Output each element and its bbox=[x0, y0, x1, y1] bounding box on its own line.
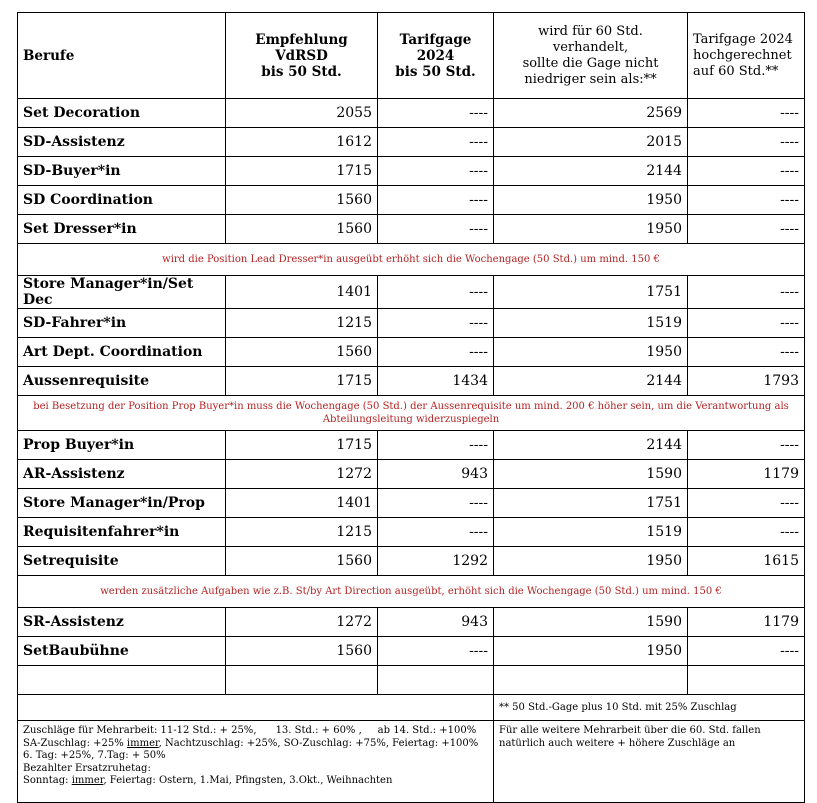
tarif60-value: ---- bbox=[688, 489, 805, 518]
neg60-value: 1950 bbox=[494, 547, 688, 576]
table-row bbox=[18, 99, 805, 128]
rec-value: 1215 bbox=[226, 518, 378, 547]
table-row bbox=[18, 367, 805, 396]
rec-value: 1715 bbox=[226, 367, 378, 396]
header-empfehlung bbox=[226, 13, 378, 99]
role-name: Requisitenfahrer*in bbox=[18, 518, 226, 547]
table-row bbox=[18, 431, 805, 460]
neg60-value: 1751 bbox=[494, 489, 688, 518]
table-row bbox=[18, 276, 805, 309]
table-row bbox=[18, 157, 805, 186]
surcharges-line5-underlined: immer bbox=[71, 775, 104, 786]
header-tarifgage bbox=[378, 13, 494, 99]
surcharges-line2-a: SA-Zuschlag: +25% bbox=[23, 737, 127, 749]
table-row bbox=[18, 637, 805, 666]
table-row bbox=[18, 309, 805, 338]
tarif-value: ---- bbox=[378, 186, 494, 215]
tarif60-value: ---- bbox=[688, 186, 805, 215]
empty-cell bbox=[18, 695, 494, 721]
header-empfehlung-line2: bis 50 Std. bbox=[261, 63, 342, 80]
note-stby-art-direction: werden zusätzliche Aufgaben wie z.B. St/by Art Direction ausgeübt, erhöht sich die Wochengage (50 Std.) um mind. 150 € bbox=[18, 576, 805, 608]
rec-value: 1560 bbox=[226, 637, 378, 666]
surcharges-line2-underlined: immer bbox=[126, 737, 159, 749]
surcharges-line3: 6. Tag: +25%, 7.Tag: + 50% bbox=[23, 750, 166, 761]
neg60-value: 2569 bbox=[494, 99, 688, 128]
tarif60-value: 1793 bbox=[688, 367, 805, 396]
neg60-value: 1950 bbox=[494, 637, 688, 666]
neg60-value: 1590 bbox=[494, 608, 688, 637]
role-name: Aussenrequisite bbox=[18, 367, 226, 396]
rec-value: 1715 bbox=[226, 157, 378, 186]
neg60-value: 2144 bbox=[494, 367, 688, 396]
surcharges-line5 bbox=[23, 775, 488, 788]
header-60std-line3: niedriger sein als:** bbox=[524, 71, 657, 87]
surcharges-info bbox=[18, 721, 494, 803]
rec-value: 1715 bbox=[226, 431, 378, 460]
note-prop-buyer-line2: Abteilungsleitung widerzuspiegeln bbox=[322, 414, 500, 425]
empty-cell bbox=[226, 666, 378, 695]
tarif60-value: ---- bbox=[688, 276, 805, 309]
table-row bbox=[18, 518, 805, 547]
neg60-value: 1590 bbox=[494, 460, 688, 489]
header-tarif60-line3: auf 60 Std.** bbox=[693, 63, 779, 79]
neg60-value: 2015 bbox=[494, 128, 688, 157]
tarif-value: ---- bbox=[378, 518, 494, 547]
empty-cell bbox=[378, 666, 494, 695]
surcharges-line5-a: Sonntag: bbox=[23, 775, 72, 786]
role-name: SD-Buyer*in bbox=[18, 157, 226, 186]
tarif60-value: 1179 bbox=[688, 608, 805, 637]
role-name: Set Decoration bbox=[18, 99, 226, 128]
tarif-value: ---- bbox=[378, 276, 494, 309]
note-prop-buyer-line1: bei Besetzung der Position Prop Buyer*in muss die Wochengage (50 Std.) der Aussenrequisite um mind. 200 € höher sein, um die Verantwortung als bbox=[33, 401, 789, 412]
empty-row bbox=[18, 666, 805, 695]
header-60std bbox=[494, 13, 688, 99]
role-name: SD Coordination bbox=[18, 186, 226, 215]
rec-value: 1272 bbox=[226, 460, 378, 489]
empty-cell bbox=[18, 666, 226, 695]
neg60-value: 1950 bbox=[494, 215, 688, 244]
role-name: Prop Buyer*in bbox=[18, 431, 226, 460]
tarif-value: 1434 bbox=[378, 367, 494, 396]
header-row bbox=[18, 13, 805, 99]
footer-row bbox=[18, 721, 805, 803]
role-name: AR-Assistenz bbox=[18, 460, 226, 489]
empty-cell bbox=[688, 666, 805, 695]
rec-value: 1215 bbox=[226, 309, 378, 338]
rec-value: 1560 bbox=[226, 547, 378, 576]
neg60-value: 1519 bbox=[494, 309, 688, 338]
tarif60-value: ---- bbox=[688, 215, 805, 244]
tarif60-value: ---- bbox=[688, 157, 805, 186]
header-tarifgage-line2: bis 50 Std. bbox=[395, 63, 476, 80]
role-name: Store Manager*in/Set Dec bbox=[18, 276, 226, 309]
table-row bbox=[18, 547, 805, 576]
table-row bbox=[18, 489, 805, 518]
table-row bbox=[18, 460, 805, 489]
tarif-value: ---- bbox=[378, 215, 494, 244]
note-lead-dresser: wird die Position Lead Dresser*in ausgeübt erhöht sich die Wochengage (50 Std.) um mind. 150 € bbox=[18, 244, 805, 276]
rec-value: 1560 bbox=[226, 215, 378, 244]
tarif60-value: ---- bbox=[688, 128, 805, 157]
tarif60-value: ---- bbox=[688, 309, 805, 338]
role-name: Art Dept. Coordination bbox=[18, 338, 226, 367]
header-empfehlung-line1: Empfehlung VdRSD bbox=[255, 31, 348, 64]
tarif-value: ---- bbox=[378, 489, 494, 518]
note-row bbox=[18, 576, 805, 608]
rec-value: 1401 bbox=[226, 276, 378, 309]
note-prop-buyer bbox=[18, 396, 805, 431]
tarif-value: ---- bbox=[378, 99, 494, 128]
tarif-value: 943 bbox=[378, 460, 494, 489]
neg60-value: 2144 bbox=[494, 431, 688, 460]
footnote-60std: ** 50 Std.-Gage plus 10 Std. mit 25% Zuschlag bbox=[494, 695, 805, 721]
salary-table bbox=[17, 12, 805, 803]
tarif60-value: ---- bbox=[688, 431, 805, 460]
surcharges-line4: Bezahlter Ersatzruhetag: bbox=[23, 762, 151, 774]
tarif-value: ---- bbox=[378, 431, 494, 460]
rec-value: 1401 bbox=[226, 489, 378, 518]
tarif-value: ---- bbox=[378, 637, 494, 666]
table-row bbox=[18, 338, 805, 367]
neg60-value: 2144 bbox=[494, 157, 688, 186]
header-60std-line2: sollte die Gage nicht bbox=[522, 55, 659, 71]
neg60-value: 1950 bbox=[494, 338, 688, 367]
neg60-value: 1751 bbox=[494, 276, 688, 309]
tarif-value: 1292 bbox=[378, 547, 494, 576]
rec-value: 1560 bbox=[226, 186, 378, 215]
neg60-value: 1950 bbox=[494, 186, 688, 215]
table-row bbox=[18, 608, 805, 637]
header-60std-line1: wird für 60 Std. verhandelt, bbox=[538, 23, 643, 55]
tarif60-value: 1615 bbox=[688, 547, 805, 576]
footnote-row bbox=[18, 695, 805, 721]
tarif-value: ---- bbox=[378, 157, 494, 186]
rec-value: 1272 bbox=[226, 608, 378, 637]
role-name: SetBaubühne bbox=[18, 637, 226, 666]
surcharges-line5-b: , Feiertag: Ostern, 1.Mai, Pfingsten, 3.Okt., Weihnachten bbox=[103, 775, 393, 786]
tarif60-value: ---- bbox=[688, 99, 805, 128]
table-row bbox=[18, 128, 805, 157]
table-row bbox=[18, 186, 805, 215]
rec-value: 1560 bbox=[226, 338, 378, 367]
tarif60-value: ---- bbox=[688, 637, 805, 666]
surcharges-line2 bbox=[23, 738, 488, 751]
tarif60-value: ---- bbox=[688, 518, 805, 547]
tarif-value: ---- bbox=[378, 338, 494, 367]
table-row bbox=[18, 215, 805, 244]
tarif60-value: 1179 bbox=[688, 460, 805, 489]
neg60-value: 1519 bbox=[494, 518, 688, 547]
tarif-value: ---- bbox=[378, 128, 494, 157]
tarif-value: 943 bbox=[378, 608, 494, 637]
rec-value: 2055 bbox=[226, 99, 378, 128]
header-tarif60-line1: Tarifgage 2024 bbox=[693, 31, 793, 47]
overtime-note: Für alle weitere Mehrarbeit über die 60. Std. fallen natürlich auch weitere + höhere Zuschläge an bbox=[494, 721, 805, 803]
role-name: Set Dresser*in bbox=[18, 215, 226, 244]
note-row bbox=[18, 396, 805, 431]
header-berufe: Berufe bbox=[18, 13, 226, 99]
role-name: SD-Fahrer*in bbox=[18, 309, 226, 338]
empty-cell bbox=[494, 666, 688, 695]
header-tarif60 bbox=[688, 13, 805, 99]
surcharges-line1: Zuschläge für Mehrarbeit: 11-12 Std.: + 25%, 13. Std.: + 60% , ab 14. Std.: +100% bbox=[23, 725, 477, 736]
note-row bbox=[18, 244, 805, 276]
tarif60-value: ---- bbox=[688, 338, 805, 367]
role-name: SR-Assistenz bbox=[18, 608, 226, 637]
header-tarifgage-line1: Tarifgage 2024 bbox=[399, 31, 472, 64]
surcharges-line2-b: , Nachtzuschlag: +25%, SO-Zuschlag: +75%, Feiertag: +100% bbox=[158, 737, 479, 749]
role-name: SD-Assistenz bbox=[18, 128, 226, 157]
role-name: Setrequisite bbox=[18, 547, 226, 576]
rec-value: 1612 bbox=[226, 128, 378, 157]
tarif-value: ---- bbox=[378, 309, 494, 338]
role-name: Store Manager*in/Prop bbox=[18, 489, 226, 518]
header-tarif60-line2: hochgerechnet bbox=[693, 47, 792, 63]
